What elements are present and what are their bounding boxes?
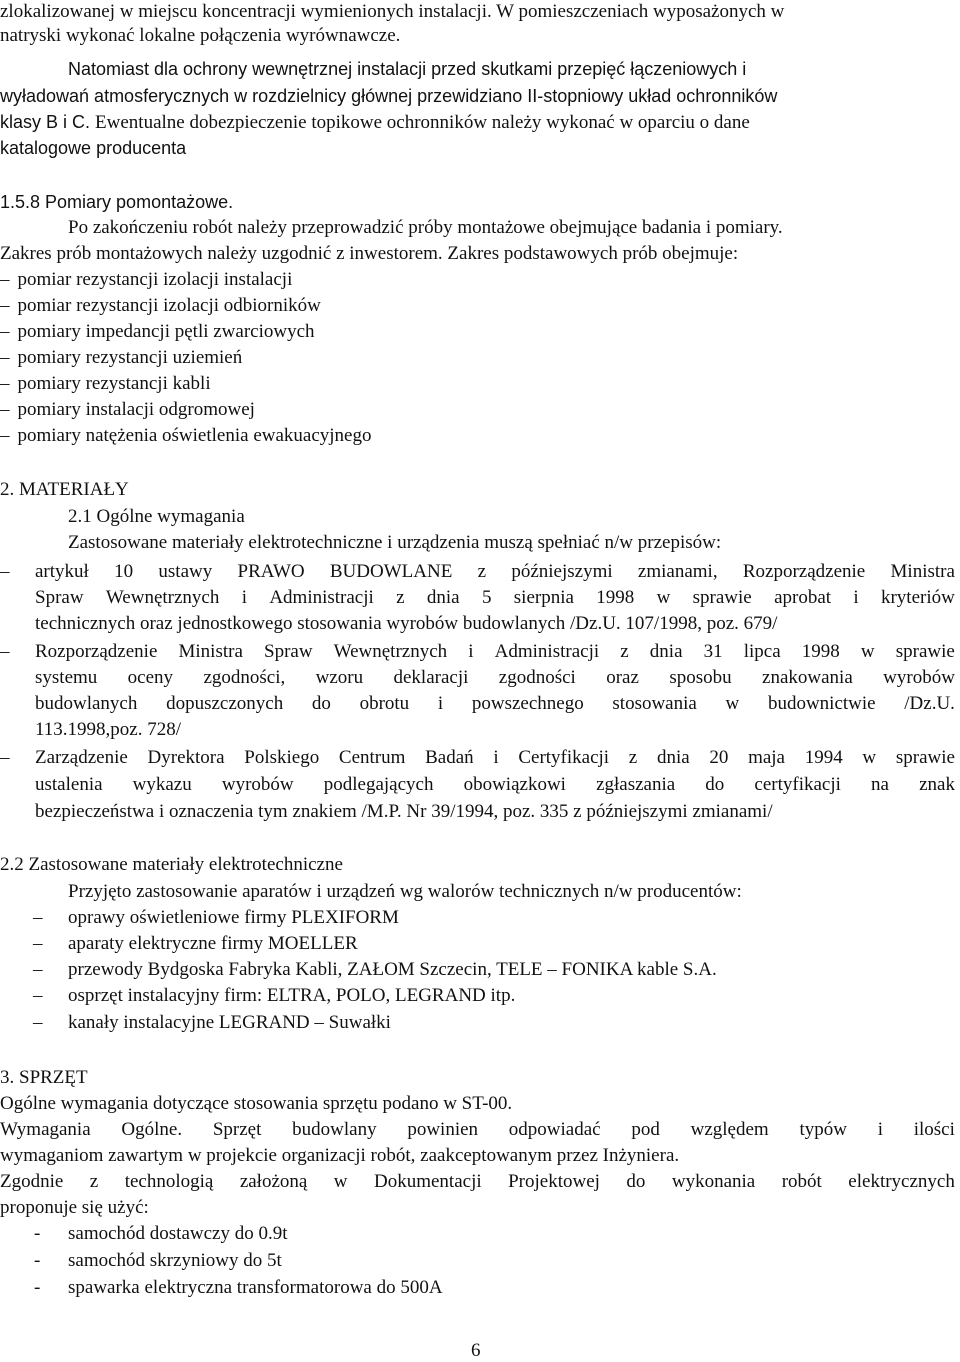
list-dash: – — [33, 907, 43, 928]
list-item: – osprzęt instalacyjny firm: ELTRA, POLO, LEGRAND itp. — [0, 984, 515, 1008]
list-hyphen: - — [34, 1223, 41, 1244]
regulation-dash: – — [0, 561, 10, 582]
list-dash: – — [0, 425, 10, 446]
regulation-dash: – — [0, 641, 10, 662]
list-item: – pomiar rezystancji izolacji odbiorników — [0, 295, 321, 316]
intro-line-5 — [0, 110, 750, 135]
list-item: – przewody Bydgoska Fabryka Kabli, ZAŁOM Szczecin, TELE – FONIKA kable S.A. — [0, 958, 717, 982]
list-item: - spawarka elektryczna transformatorowa do 500A — [0, 1276, 443, 1300]
section-1-5-8-heading: 1.5.8 Pomiary pomontażowe. — [0, 192, 234, 212]
section-3-para-3-line-2: proponuje się użyć: — [0, 1197, 149, 1218]
section-3-para-1: Ogólne wymagania dotyczące stosowania sprzętu podano w ST-00. — [0, 1093, 513, 1114]
list-dash: – — [0, 321, 10, 342]
list-hyphen: - — [34, 1250, 41, 1271]
regulation-1-line-1: artykuł 10 ustawy PRAWO BUDOWLANE z późniejszymi zmianami, Rozporządzenie Ministra — [35, 561, 955, 582]
list-dash: – — [33, 1012, 43, 1033]
regulation-2-line-2: systemu oceny zgodności, wzoru deklaracji zgodności oraz sposobu znakowania wyrobów — [35, 667, 955, 688]
list-dash: – — [0, 347, 10, 368]
section-2-1-intro: Zastosowane materiały elektrotechniczne i urządzenia muszą spełniać n/w przepisów: — [68, 532, 722, 553]
list-item: – pomiary instalacji odgromowej — [0, 399, 255, 420]
regulation-2-line-3: budowlanych dopuszczonych do obrotu i powszechnego stosowania w budownictwie /Dz.U. — [35, 693, 955, 714]
list-item: – pomiary rezystancji uziemień — [0, 347, 243, 368]
intro-line-3: Natomiast dla ochrony wewnętrznej instalacji przed skutkami przepięć łączeniowych i — [68, 59, 747, 79]
list-item: – pomiary rezystancji kabli — [0, 373, 211, 394]
regulation-3-line-1: Zarządzenie Dyrektora Polskiego Centrum Badań i Certyfikacji z dnia 20 maja 1994 w sprawie — [35, 747, 955, 768]
list-item: – pomiary natężenia oświetlenia ewakuacyjnego — [0, 425, 372, 446]
list-item: – aparaty elektryczne firmy MOELLER — [0, 932, 358, 956]
section-3-heading: 3. SPRZĘT — [0, 1067, 88, 1088]
section-2-2-heading: 2.2 Zastosowane materiały elektrotechniczne — [0, 854, 343, 875]
regulation-dash: – — [0, 747, 10, 768]
regulation-3-line-2: ustalenia wykazu wyrobów podlegających obowiązkowi zgłaszania do certyfikacji na znak — [35, 774, 955, 795]
list-item: – pomiary impedancji pętli zwarciowych — [0, 321, 315, 342]
intro-line-1: zlokalizowanej w miejscu koncentracji wymienionych instalacji. W pomieszczeniach wyposażonych w — [0, 1, 785, 22]
intro-line-5-start: klasy B i C. — [0, 112, 91, 132]
section-2-2-intro: Przyjęto zastosowanie aparatów i urządzeń wg walorów technicznych n/w producentów: — [68, 881, 742, 902]
list-item: – kanały instalacyjne LEGRAND – Suwałki — [0, 1011, 391, 1035]
list-dash: – — [33, 933, 43, 954]
page-number: 6 — [471, 1340, 481, 1361]
section-3-para-3-line-1: Zgodnie z technologią założoną w Dokumentacji Projektowej do wykonania robót elektrycznych — [0, 1171, 955, 1192]
list-dash: – — [0, 399, 10, 420]
intro-line-6: katalogowe producenta — [0, 138, 187, 158]
section-1-5-8-para-2: Zakres prób montażowych należy uzgodnić z inwestorem. Zakres podstawowych prób obejmuje: — [0, 243, 739, 264]
list-hyphen: - — [34, 1277, 41, 1298]
regulation-2-line-4: 113.1998,poz. 728/ — [35, 719, 182, 740]
section-1-5-8-para-1: Po zakończeniu robót należy przeprowadzić próby montażowe obejmujące badania i pomiary. — [68, 217, 783, 238]
list-item: – pomiar rezystancji izolacji instalacji — [0, 269, 293, 290]
list-item: - samochód dostawczy do 0.9t — [0, 1222, 288, 1246]
regulation-2-line-1: Rozporządzenie Ministra Spraw Wewnętrznych i Administracji z dnia 31 lipca 1998 w sprawie — [35, 641, 955, 662]
list-dash: – — [0, 269, 10, 290]
section-2-1-heading: 2.1 Ogólne wymagania — [68, 506, 245, 527]
section-3-para-2-line-2: wymaganiom zawartym w projekcie organizacji robót, zaakceptowanym przez Inżyniera. — [0, 1145, 680, 1166]
regulation-1-line-2: Spraw Wewnętrznych i Administracji z dnia 5 sierpnia 1998 w sprawie aprobat i kryteriów — [35, 587, 955, 608]
list-dash: – — [0, 373, 10, 394]
list-item: - samochód skrzyniowy do 5t — [0, 1249, 282, 1273]
section-2-heading: 2. MATERIAŁY — [0, 479, 129, 500]
section-3-para-2-line-1: Wymagania Ogólne. Sprzęt budowlany powinien odpowiadać pod względem typów i ilości — [0, 1119, 955, 1140]
list-dash: – — [33, 959, 43, 980]
regulation-3-line-3: bezpieczeństwa i oznaczenia tym znakiem /M.P. Nr 39/1994, poz. 335 z późniejszymi zmianami/ — [35, 801, 773, 822]
intro-line-2: natryski wykonać lokalne połączenia wyrównawcze. — [0, 25, 401, 46]
list-dash: – — [33, 985, 43, 1006]
list-dash: – — [0, 295, 10, 316]
intro-line-5-rest: Ewentualne dobezpieczenie topikowe ochronników należy wykonać w oparciu o dane — [95, 112, 750, 133]
intro-line-4: wyładowań atmosferycznych w rozdzielnicy głównej przewidziano II-stopniowy układ ochronników — [0, 86, 778, 106]
regulation-1-line-3: technicznych oraz jednostkowego stosowania wyrobów budowlanych /Dz.U. 107/1998, poz. 679/ — [35, 613, 778, 634]
list-item: – oprawy oświetleniowe firmy PLEXIFORM — [0, 906, 399, 930]
